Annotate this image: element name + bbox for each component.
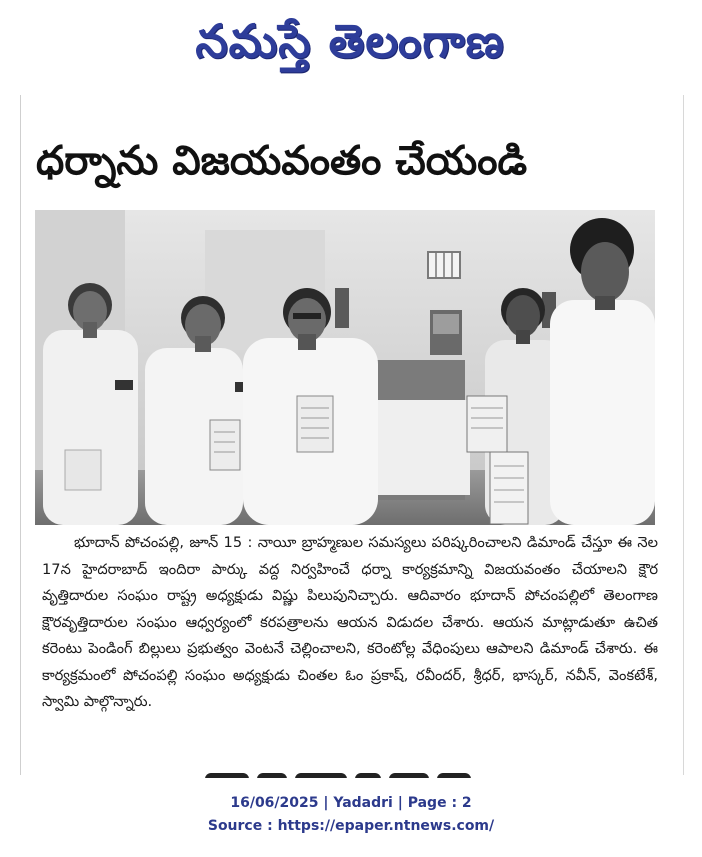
clipping-edge-right xyxy=(683,95,684,775)
clipping-edge-left xyxy=(20,95,21,775)
footer-source-line: Source : https://epaper.ntnews.com/ xyxy=(207,818,495,834)
newspaper-masthead xyxy=(150,6,550,76)
article-headline: ధర్నాను విజయవంతం చేయండి xyxy=(36,138,528,184)
footer-date-line: 16/06/2025 | Yadadri | Page : 2 xyxy=(230,795,472,811)
next-headline-cutoff xyxy=(205,768,485,778)
group-photo-image xyxy=(35,210,655,525)
article-photo xyxy=(35,210,655,525)
article-body: భూదాన్ పోచంపల్లి, జూన్ 15 : నాయీ బ్రాహ్మణుల సమస్యలు పరిష్కరించాలని డిమాండ్ చేస్తూ ఈ నెల 17న హైదరాబాద్ ఇందిరా పార్కు వద్ద నిర్వహించే ధర్నా కార్యక్రమాన్ని విజయవంతం చేయాలని క్షౌర వృత్తిదారుల సంఘం రాష్ట్ర అధ్యక్షుడు విష్ణు పిలుపునిచ్చారు. ఆదివారం భూదాన్ పోచంపల్లిలో తెలంగాణ క్షౌరవృత్తిదారుల సంఘం ఆధ్వర్యంలో కరపత్రాలను ఆయన విడుదల చేశారు. ఆయన మాట్లాడుతూ ఉచిత కరెంటు పెండింగ్ బిల్లులు ప్రభుత్వం వెంటనే చెల్లించాలని, కరెంటోల్ల వేధింపులు ఆపాలని డిమాండ్ చేశారు. ఈ కార్యక్రమంలో పోచంపల్లి సంఘం అధ్యక్షుడు చింతల ఓం ప్రకాష్, రవీందర్, శ్రీధర్, భాస్కర్, నవీన్, వెంకటేశ్, స్వామి పాల్గొన్నారు. xyxy=(42,534,658,710)
masthead-title: నమస్తే తెలంగాణ xyxy=(195,14,505,68)
